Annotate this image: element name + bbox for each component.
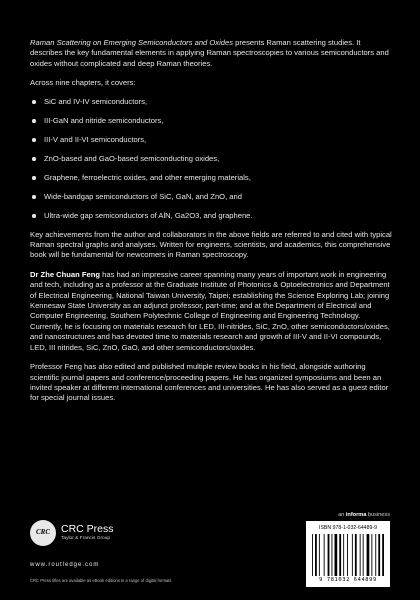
publisher-website: www.routledge.com [30, 562, 100, 568]
list-item: ZnO-based and GaO-based semiconducting oxides, [30, 154, 392, 164]
list-item: Graphene, ferroelectric oxides, and other emerging materials, [30, 173, 392, 183]
informa-brand: informa [345, 512, 367, 518]
professor-paragraph: Professor Feng has also edited and published multiple review books in his field, alongside authoring scientific journal papers and conference/proceeding papers. He has organized symposiums and been an invited speaker at different international conferences and universities. He has also served as a guest editor for special journal issues. [30, 362, 389, 403]
barcode-number: 9 781032 644899 [319, 577, 377, 583]
intro-text: presents Raman scattering studies. It describes the key fundamental elements in applying Raman spectroscopies to various semiconductors and oxides without complicated and deep Raman theories. [30, 38, 389, 68]
informa-tagline: an informa business [338, 512, 390, 518]
author-name: Dr Zhe Chuan Feng [30, 269, 101, 279]
back-cover-text [30, 38, 392, 413]
chapters-intro: Across nine chapters, it covers: [30, 78, 136, 88]
list-item: Wide-bandgap semiconductors of SiC, GaN, and ZnO, and [30, 192, 392, 202]
barcode-box [306, 521, 390, 587]
book-title: Raman Scattering on Emerging Semiconductors and Oxides [30, 38, 234, 47]
barcode-icon [312, 534, 384, 576]
author-paragraph [30, 270, 392, 353]
author-bio: has had an impressive career spanning many years of important work in engineering and tech, including as a professor at the Graduate Institute of Photonics & Optoelectronics and Department of Electrical Engineering, National Taiwan University, Taipei; establishing the Science Exploring Lab; joining Kennesaw State University as an adjunct professor, part-time; and at the Department of Electrical and Computer Engineering, Southern Polytechnic College of Engineering and Engineering Technology. Currently, he is focusing on materials research for LED, III-nitrides, SiC, ZnO, other semiconductors/oxides, and nanostructures and has devoted time to materials research and growth of III-V and II-VI compounds, LED, III nitrides, SiC, ZnO, GaO, and other semiconductors/oxides. [30, 269, 390, 352]
list-item: SiC and IV-IV semiconductors, [30, 97, 392, 107]
chapter-list [30, 97, 392, 221]
achievements-paragraph: Key achievements from the author and collaborators in the above fields are referred to and cited with typical Raman spectral graphs and analyses. Written for engineers, scientists, and academics, this comprehensive book will be fundamental for newcomers in Raman spectroscopy. [30, 229, 392, 260]
list-item: III-V and II-VI semiconductors, [30, 135, 392, 145]
publisher-group: Taylor & Francis Group [61, 536, 111, 541]
list-item: III-GaN and nitride semiconductors, [30, 116, 392, 126]
isbn-label: ISBN 978-1-032-64489-9 [319, 525, 377, 531]
ebook-note: CRC Press titles are available as eBook editions in a range of digital formats [30, 578, 172, 583]
list-item: Ultra-wide gap semiconductors of AlN, Ga2O3, and graphene. [30, 211, 392, 221]
publisher-name: CRC Press [61, 523, 114, 535]
crc-logo-text: CRC [35, 528, 50, 536]
intro-paragraph [30, 38, 392, 69]
